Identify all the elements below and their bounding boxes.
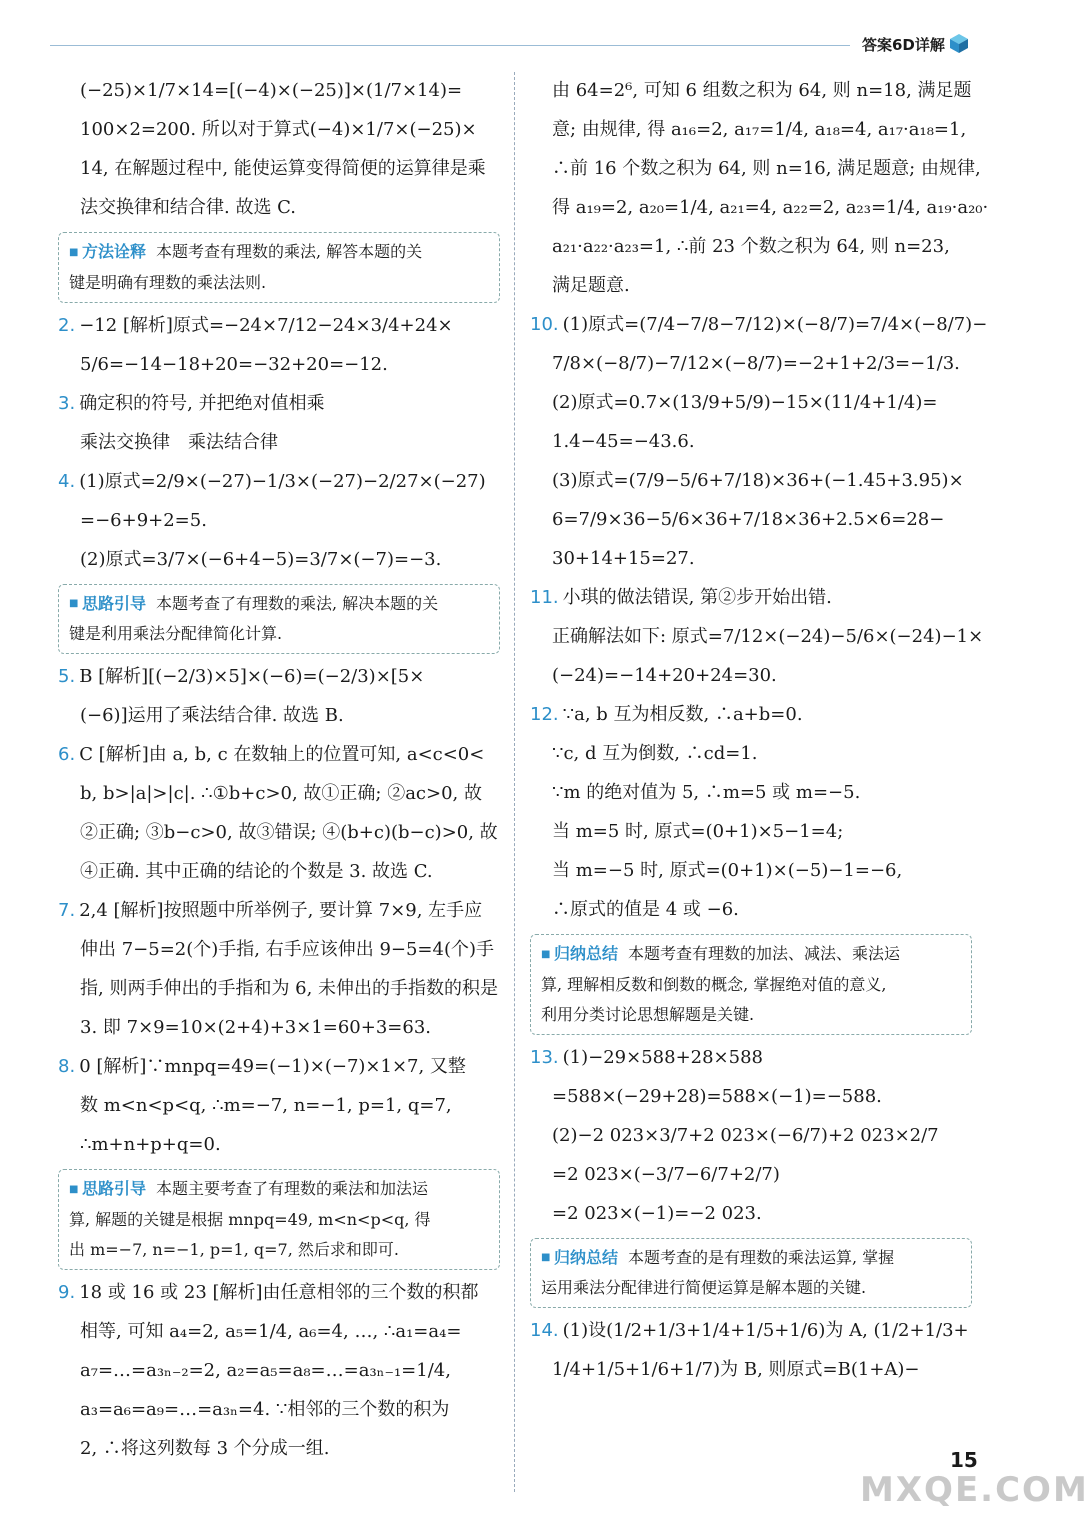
tip-line: [69, 1235, 489, 1265]
answer-text: 当 m=−5 时, 原式=(0+1)×(−5)−1=−6,: [552, 860, 903, 881]
answer-text: 法交换律和结合律. 故选 C.: [80, 197, 297, 218]
answer-line: [530, 1082, 970, 1112]
answer-line: [530, 76, 970, 106]
answer-text: ④正确. 其中正确的结论的个数是 3. 故选 C.: [80, 861, 433, 882]
answer-text: ∵m 的绝对值为 5, ∴m=5 或 m=−5.: [552, 782, 861, 803]
answer-text: a₂₁·a₂₂·a₂₃=1, ∴前 23 个数之积为 64, 则 n=23,: [552, 236, 950, 257]
answer-line: [530, 1121, 970, 1151]
answer-text: =2 023×(−3/7−6/7+2/7): [552, 1163, 780, 1185]
answer-line: [530, 349, 970, 379]
answer-text: 小琪的做法错误, 第②步开始出错.: [562, 587, 832, 608]
answer-text: 确定积的符号, 并把绝对值相乘: [79, 392, 325, 414]
right-column: [530, 76, 989, 1394]
left-column: [58, 76, 498, 1473]
answer-text: 1.4−45=−43.6.: [552, 431, 695, 452]
answer-line: [530, 193, 989, 223]
answer-text: 2, ∴将这列数每 3 个分成一组.: [80, 1437, 330, 1459]
answer-text: 18 或 16 或 23 [解析]由任意相邻的三个数的积都: [79, 1281, 479, 1303]
answer-text: 满足题意.: [552, 275, 630, 296]
header-label: 答案6D详解: [862, 36, 945, 54]
tip-line: [69, 237, 489, 268]
answer-line: [530, 583, 970, 613]
tip-text: 本题考查有理数的乘法, 解答本题的关: [155, 242, 423, 261]
column-divider: [514, 72, 515, 1492]
answer-text: ∵a, b 互为相反数, ∴a+b=0.: [562, 704, 803, 725]
question-number: 2.: [58, 314, 76, 336]
answer-line: [530, 427, 970, 457]
answer-text: =588×(−29+28)=588×(−1)=−588.: [552, 1085, 882, 1107]
tip-text: 本题考查的是有理数的乘法运算, 掌握: [627, 1247, 895, 1267]
answer-text: 乘法交换律 乘法结合律: [80, 431, 278, 453]
answer-line: [58, 193, 498, 223]
answer-line: [58, 935, 498, 965]
answer-text: ∴前 16 个数之积为 64, 则 n=16, 满足题意; 由规律,: [552, 158, 981, 179]
answer-line: [58, 857, 498, 887]
answer-text: 当 m=5 时, 原式=(0+1)×5−1=4;: [552, 821, 844, 842]
answer-line: [58, 1356, 498, 1386]
header-rule: [50, 45, 850, 46]
answer-line: [58, 506, 498, 536]
answer-line: [530, 1355, 970, 1385]
answer-text: (−24)=−14+20+24=30.: [552, 665, 777, 686]
answer-line: [530, 856, 970, 886]
answer-text: 1/4+1/5+1/6+1/7)为 B, 则原式=B(1+A)−: [552, 1359, 920, 1380]
tip-text: 算, 理解相反数和倒数的概念, 掌握绝对值的意义,: [541, 974, 887, 994]
tip-text: 本题考查了有理数的乘法, 解决本题的关: [155, 593, 439, 613]
answer-line: [530, 1160, 970, 1190]
tip-text: 本题主要考查了有理数的乘法和加法运: [155, 1179, 428, 1198]
tip-line: [541, 1243, 961, 1274]
answer-text: ∴原式的值是 4 或 −6.: [552, 899, 739, 920]
answer-line: [530, 739, 970, 769]
answer-line: [58, 428, 498, 458]
answer-text: (1)设(1/2+1/3+1/4+1/5+1/6)为 A, (1/2+1/3+: [562, 1320, 969, 1341]
question-number: 6.: [58, 744, 76, 765]
answer-text: B [解析][(−2/3)×5]×(−6)=(−2/3)×[5×: [79, 666, 425, 687]
question-number: 3.: [58, 392, 76, 414]
answer-text: (1)原式=2/9×(−27)−1/3×(−27)−2/27×(−27): [79, 470, 486, 492]
answer-text: ②正确; ③b−c>0, 故③错误; ④(b+c)(b−c)>0, 故: [80, 822, 498, 843]
tip-text: 算, 解题的关键是根据 mnpq=49, m<n<p<q, 得: [69, 1209, 431, 1229]
answer-line: [58, 701, 498, 731]
answer-line: [58, 740, 498, 770]
answer-line: [58, 1317, 498, 1347]
tip-line: [69, 619, 489, 649]
answer-line: [58, 1434, 498, 1464]
tip-line: [541, 939, 961, 970]
answer-text: =−6+9+2=5.: [80, 509, 207, 531]
answer-text: 指, 则两手伸出的手指和为 6, 未伸出的手指数的积是: [80, 978, 499, 999]
answer-line: [58, 896, 498, 926]
page-header: [0, 0, 1032, 60]
tip-text: 利用分类讨论思想解题是关键.: [541, 1004, 755, 1024]
answer-text: 由 64=2⁶, 可知 6 组数之积为 64, 则 n=18, 满足题: [552, 80, 972, 101]
answer-line: [530, 271, 970, 301]
answer-line: [530, 115, 970, 145]
answer-text: 30+14+15=27.: [552, 548, 695, 569]
answer-text: =2 023×(−1)=−2 023.: [552, 1202, 762, 1224]
question-number: 4.: [58, 470, 76, 492]
answer-line: [58, 818, 498, 848]
answer-text: 相等, 可知 a₄=2, a₅=1/4, a₆=4, …, ∴a₁=a₄=: [80, 1320, 462, 1342]
answer-line: [530, 310, 988, 340]
tip-line: [69, 1174, 489, 1205]
answer-line: [530, 895, 970, 925]
tip-text: 出 m=−7, n=−1, p=1, q=7, 然后求和即可.: [69, 1239, 399, 1259]
answer-line: [530, 1316, 970, 1346]
tip-title: ■ 思路引导: [69, 594, 146, 613]
tip-title: ■ 思路引导: [69, 1179, 146, 1198]
answer-text: 伸出 7−5=2(个)手指, 右手应该伸出 9−5=4(个)手: [80, 939, 495, 960]
answer-line: [58, 154, 498, 184]
tip-box: [58, 232, 500, 303]
answer-text: 100×2=200. 所以对于算式(−4)×1/7×(−25)×: [80, 119, 477, 140]
answer-text: (1)原式=(7/4−7/8−7/12)×(−8/7)=7/4×(−8/7)−: [562, 314, 988, 335]
answer-text: 5/6=−14−18+20=−32+20=−12.: [80, 353, 388, 375]
tip-line: [69, 268, 489, 298]
tip-title: ■ 方法诠释: [69, 242, 146, 261]
answer-line: [530, 544, 970, 574]
answer-line: [530, 1199, 970, 1229]
tip-text: 键是利用乘法分配律简化计算.: [69, 624, 283, 643]
answer-text: 2,4 [解析]按照题中所举例子, 要计算 7×9, 左手应: [79, 900, 483, 921]
answer-line: [58, 1395, 498, 1425]
answer-line: [58, 1130, 498, 1160]
answer-line: [530, 1043, 970, 1073]
question-number: 11.: [530, 587, 559, 608]
answer-text: b, b>|a|>|c|. ∴①b+c>0, 故①正确; ②ac>0, 故: [80, 783, 482, 804]
answer-line: [58, 76, 498, 106]
answer-line: [530, 622, 984, 652]
answer-text: a₃=a₆=a₉=…=a₃ₙ=4. ∵相邻的三个数的积为: [80, 1398, 450, 1420]
question-number: 5.: [58, 666, 76, 687]
question-number: 9.: [58, 1281, 76, 1303]
answer-line: [58, 545, 498, 575]
question-number: 12.: [530, 704, 559, 725]
answer-line: [530, 661, 970, 691]
answer-text: 0 [解析]∵mnpq=49=(−1)×(−7)×1×7, 又整: [79, 1056, 466, 1077]
answer-text: 意; 由规律, 得 a₁₆=2, a₁₇=1/4, a₁₈=4, a₁₇·a₁₈=1,: [552, 119, 967, 140]
question-number: 14.: [530, 1320, 559, 1341]
answer-text: ∵c, d 互为倒数, ∴cd=1.: [552, 743, 758, 764]
tip-line: [69, 1205, 489, 1235]
tip-line: [541, 1000, 961, 1030]
page-number: 15: [950, 1448, 978, 1472]
answer-line: [58, 1013, 498, 1043]
tip-text: 运用乘法分配律进行简便运算是解本题的关键.: [541, 1278, 867, 1297]
answer-text: 14, 在解题过程中, 能使运算变得简便的运算律是乘: [80, 158, 486, 179]
answer-text: ∴m+n+p+q=0.: [80, 1134, 221, 1155]
question-number: 7.: [58, 900, 76, 921]
tip-text: 键是明确有理数的乘法法则.: [69, 272, 267, 292]
answer-line: [530, 388, 970, 418]
tip-box: [530, 1238, 972, 1309]
answer-line: [530, 154, 981, 184]
answer-text: (2)−2 023×3/7+2 023×(−6/7)+2 023×2/7: [552, 1124, 939, 1146]
answer-line: [58, 389, 498, 419]
answer-line: [58, 974, 498, 1004]
answer-line: [58, 311, 498, 341]
answer-line: [58, 662, 498, 692]
tip-title: ■ 归纳总结: [541, 1248, 618, 1267]
tip-text: 本题考查有理数的加法、减法、乘法运: [627, 944, 900, 963]
answer-line: [58, 1052, 498, 1082]
answer-text: (3)原式=(7/9−5/6+7/18)×36+(−1.45+3.95)×: [552, 470, 964, 491]
answer-line: [58, 1278, 498, 1308]
question-number: 13.: [530, 1046, 559, 1068]
tip-title: ■ 归纳总结: [541, 944, 618, 963]
answer-line: [58, 115, 498, 145]
answer-text: (2)原式=0.7×(13/9+5/9)−15×(11/4+1/4)=: [552, 392, 938, 413]
answer-text: (−6)]运用了乘法结合律. 故选 B.: [80, 705, 344, 726]
answer-line: [530, 700, 970, 730]
answer-text: C [解析]由 a, b, c 在数轴上的位置可知, a<c<0<: [79, 744, 485, 765]
tip-line: [541, 970, 961, 1000]
answer-line: [530, 466, 970, 496]
answer-line: [530, 232, 970, 262]
answer-line: [58, 779, 498, 809]
tip-box: [58, 584, 500, 655]
answer-line: [58, 350, 498, 380]
tip-box: [530, 934, 972, 1035]
answer-line: [530, 505, 970, 535]
answer-text: (1)−29×588+28×588: [562, 1046, 763, 1068]
answer-text: 数 m<n<p<q, ∴m=−7, n=−1, p=1, q=7,: [80, 1095, 452, 1116]
watermark: MXQE.COM: [860, 1470, 1089, 1510]
tip-line: [69, 589, 489, 620]
answer-line: [58, 1091, 498, 1121]
question-number: 8.: [58, 1056, 76, 1077]
answer-line: [530, 817, 970, 847]
answer-text: (2)原式=3/7×(−6+4−5)=3/7×(−7)=−3.: [80, 548, 442, 570]
answer-text: 正确解法如下: 原式=7/12×(−24)−5/6×(−24)−1×: [552, 626, 984, 647]
tip-box: [58, 1169, 500, 1270]
answer-text: (−25)×1/7×14=[(−4)×(−25)]×(1/7×14)=: [80, 80, 463, 101]
answer-line: [530, 778, 970, 808]
question-number: 10.: [530, 314, 559, 335]
answer-line: [58, 467, 498, 497]
answer-text: 得 a₁₉=2, a₂₀=1/4, a₂₁=4, a₂₂=2, a₂₃=1/4, a₁₉·a₂₀·: [552, 197, 989, 218]
answer-text: 7/8×(−8/7)−7/12×(−8/7)=−2+1+2/3=−1/3.: [552, 353, 960, 374]
answer-text: 3. 即 7×9=10×(2+4)+3×1=60+3=63.: [80, 1017, 431, 1038]
answer-text: −12 [解析]原式=−24×7/12−24×3/4+24×: [79, 314, 453, 336]
answer-text: 6=7/9×36−5/6×36+7/18×36+2.5×6=28−: [552, 509, 945, 530]
answer-text: a₇=…=a₃ₙ₋₂=2, a₂=a₅=a₈=…=a₃ₙ₋₁=1/4,: [80, 1359, 451, 1381]
tip-line: [541, 1273, 961, 1303]
cube-icon: [948, 32, 970, 54]
